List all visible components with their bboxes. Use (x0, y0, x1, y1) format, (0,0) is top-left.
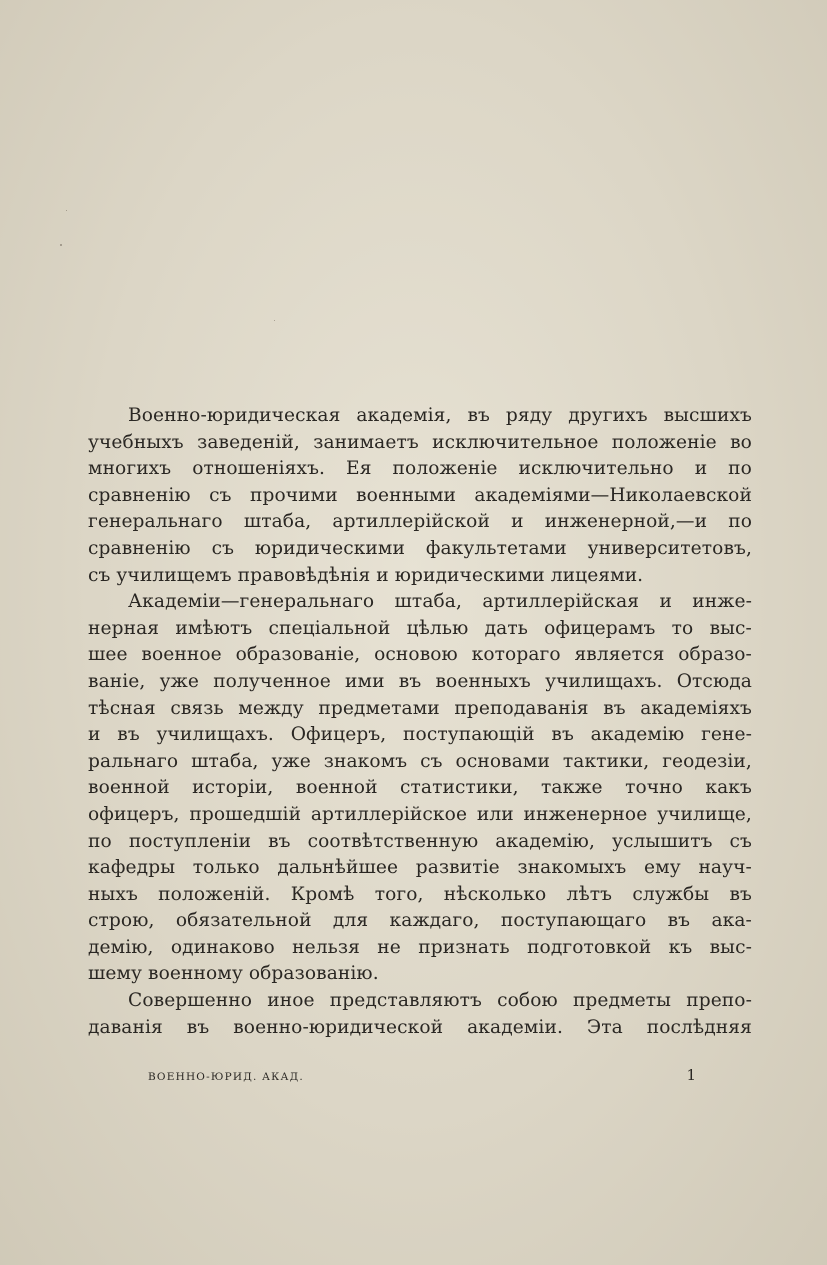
word: дальнѣйшее (277, 857, 399, 879)
word: Совершенно (128, 990, 253, 1012)
word: представляютъ (329, 990, 482, 1012)
word: знакомъ (323, 750, 408, 772)
word: по (728, 458, 752, 480)
word: офицерамъ (544, 617, 656, 639)
word: Кромѣ (290, 883, 355, 905)
word: или (476, 803, 514, 825)
word: только (192, 857, 260, 879)
word: училищемъ (116, 564, 232, 586)
word: исторіи, (192, 777, 274, 799)
word: прошедшій (189, 803, 302, 825)
text-line (88, 536, 752, 563)
paragraph (88, 988, 752, 1041)
word: исключительно (518, 458, 674, 480)
word: по (88, 830, 112, 852)
word: въ (467, 405, 490, 426)
word: военному (148, 963, 243, 985)
word: выс- (709, 936, 752, 958)
word: въ (268, 830, 291, 852)
paragraph (88, 589, 752, 988)
word: съ (420, 750, 443, 772)
word: того, (374, 883, 424, 905)
word: признать (418, 936, 510, 958)
text-line (88, 430, 752, 457)
word: съ (211, 537, 235, 559)
word: съ (209, 484, 232, 506)
word: прочими (249, 484, 338, 506)
word: кафедры (88, 857, 176, 879)
word: ральнаго (88, 750, 179, 772)
word: училищахъ. (156, 724, 274, 746)
word: въ (603, 697, 626, 719)
word: котораго (471, 644, 561, 666)
word: училище, (657, 803, 752, 825)
word: для (332, 910, 369, 932)
word: юридическими (394, 564, 545, 586)
text-line (88, 456, 752, 483)
word: подготовкой (527, 936, 652, 958)
word: ему (644, 857, 681, 879)
paragraph (88, 403, 752, 589)
word: статистики, (400, 777, 519, 799)
word: преподаванія (454, 697, 589, 719)
word: артиллерійской (332, 511, 490, 533)
word: и (659, 591, 672, 613)
page-footer (148, 1066, 696, 1084)
word: шему (88, 963, 143, 985)
text-line (88, 961, 752, 988)
word: образованію. (248, 963, 379, 985)
word: въ (667, 910, 691, 932)
word: академіи. (467, 1016, 563, 1038)
text-line (88, 642, 752, 669)
word: имѣютъ (175, 617, 253, 639)
word: и (88, 724, 101, 746)
word: даванія (88, 1016, 163, 1038)
body-text (88, 403, 752, 1041)
word: по (728, 511, 752, 533)
word: военныхъ (435, 670, 531, 692)
word: лѣтъ (566, 883, 613, 905)
text-line (88, 988, 752, 1015)
word: и (694, 458, 708, 480)
word: связь (170, 697, 224, 719)
word: дать (484, 617, 528, 639)
word: ныхъ (88, 883, 138, 905)
word: занимаетъ (313, 431, 419, 453)
word: штаба, (243, 511, 312, 533)
word: геодезіи, (662, 750, 752, 772)
word: военное (141, 644, 222, 666)
text-line (88, 802, 752, 829)
word: обязательной (175, 910, 312, 932)
text-line (88, 589, 752, 616)
word: поступающаго (500, 910, 647, 932)
word: военной (295, 777, 378, 799)
word: то (671, 617, 694, 639)
word: является (574, 644, 665, 666)
word: артиллерійское (310, 803, 468, 825)
word: услышитъ (611, 830, 713, 852)
word: другихъ (568, 405, 648, 426)
text-line (88, 749, 752, 776)
word: ими (345, 670, 385, 692)
word: предметы (572, 990, 672, 1012)
word: соотвѣтственную (307, 830, 479, 852)
text-line (88, 722, 752, 749)
word: офицеръ, (88, 803, 180, 825)
word: ака- (711, 910, 752, 932)
text-line (88, 563, 752, 590)
word: службы (632, 883, 710, 905)
text-line (88, 829, 752, 856)
word: каждаго, (389, 910, 480, 932)
word: въ (398, 670, 422, 692)
word: уже (271, 750, 311, 772)
word: съ (729, 830, 752, 852)
word: тѣсная (88, 697, 156, 719)
text-line (88, 855, 752, 882)
word: нельзя (292, 936, 360, 958)
word: академіями—Николаевской (474, 484, 752, 506)
word: какъ (705, 777, 752, 799)
word: поступленіи (128, 830, 252, 852)
text-line (88, 882, 752, 909)
word: науч- (698, 857, 752, 879)
word: исключительное (432, 431, 599, 453)
word: уже (159, 670, 199, 692)
word: между (238, 697, 304, 719)
word: въ (117, 724, 140, 746)
word: послѣдняя (646, 1016, 752, 1038)
word: генеральнаго (88, 511, 223, 533)
word: спеціальной (268, 617, 391, 639)
word: сравненію (88, 484, 191, 506)
word: инженерное (523, 803, 648, 825)
word: тактики, (562, 750, 650, 772)
paper-speck (274, 320, 275, 321)
word: Эта (586, 1016, 623, 1038)
word: основою (374, 644, 458, 666)
word: къ (668, 936, 693, 958)
text-line (88, 509, 752, 536)
word: сравненію (88, 537, 191, 559)
word: полученное (213, 670, 331, 692)
word: военными (356, 484, 457, 506)
word: отношеніяхъ. (192, 458, 326, 480)
word: и (376, 564, 389, 586)
word: многихъ (88, 458, 172, 480)
word: правовѣдѣнія (237, 564, 371, 586)
text-line (88, 483, 752, 510)
word: предметами (318, 697, 440, 719)
word: ряду (505, 405, 553, 426)
word: университетовъ, (587, 537, 752, 559)
text-line (88, 696, 752, 723)
text-line (88, 669, 752, 696)
word: шее (88, 644, 128, 666)
word: академія, (356, 405, 452, 426)
text-line (88, 908, 752, 935)
paper-speck (60, 244, 62, 246)
printer-signature: ВОЕННО-ЮРИД. АКАД. (148, 1071, 304, 1083)
word: Военно-юридическая (128, 405, 341, 426)
word: нѣсколько (443, 883, 547, 905)
text-line (88, 616, 752, 643)
word: высшихъ (663, 405, 752, 426)
word: военной (88, 777, 170, 799)
text-line (88, 1015, 752, 1042)
word: цѣлью (406, 617, 469, 639)
word: Отсюда (676, 670, 752, 692)
word: собою (497, 990, 558, 1012)
word: лицеями. (550, 564, 644, 586)
text-line (88, 403, 752, 430)
word: юридическими (254, 537, 405, 559)
word: также (541, 777, 603, 799)
word: въ (551, 724, 574, 746)
text-line (88, 935, 752, 962)
word: академію, (495, 830, 595, 852)
word: выс- (709, 617, 752, 639)
word: положеніе (392, 458, 498, 480)
word: училищахъ. (545, 670, 663, 692)
word: ваніе, (88, 670, 146, 692)
word: положеніе (611, 431, 717, 453)
page-number: 1 (686, 1066, 696, 1084)
word: въ (186, 1016, 210, 1038)
word: Академіи—генеральнаго (128, 591, 375, 613)
word: положеній. (158, 883, 271, 905)
word: Офицеръ, (290, 724, 387, 746)
word: и (511, 511, 524, 533)
paper-speck (66, 210, 67, 211)
word: въ (729, 883, 752, 905)
word: точно (625, 777, 683, 799)
word: развитіе (415, 857, 500, 879)
word: академіяхъ (640, 697, 752, 719)
word: образованіе, (235, 644, 361, 666)
word: основами (455, 750, 550, 772)
word: заведеній, (197, 431, 300, 453)
word: факультетами (425, 537, 567, 559)
word: не (377, 936, 401, 958)
word: военно-юридической (233, 1016, 444, 1038)
text-line (88, 775, 752, 802)
word: демію, (88, 936, 154, 958)
word: артиллерійская (482, 591, 640, 613)
word: иное (267, 990, 315, 1012)
word: строю, (88, 910, 155, 932)
word: поступающій (403, 724, 535, 746)
word: препо- (686, 990, 752, 1012)
word: штаба, (394, 591, 462, 613)
word: образо- (678, 644, 752, 666)
word: инже- (692, 591, 752, 613)
word: Ея (346, 458, 372, 480)
word: гене- (701, 724, 752, 746)
word: во (730, 431, 752, 453)
word: нерная (88, 617, 160, 639)
word: учебныхъ (88, 431, 184, 453)
word: инженерной,—и (544, 511, 708, 533)
word: знакомыхъ (517, 857, 627, 879)
word: академію (590, 724, 685, 746)
word: штаба, (191, 750, 259, 772)
word: съ (88, 564, 111, 586)
word: одинаково (170, 936, 275, 958)
